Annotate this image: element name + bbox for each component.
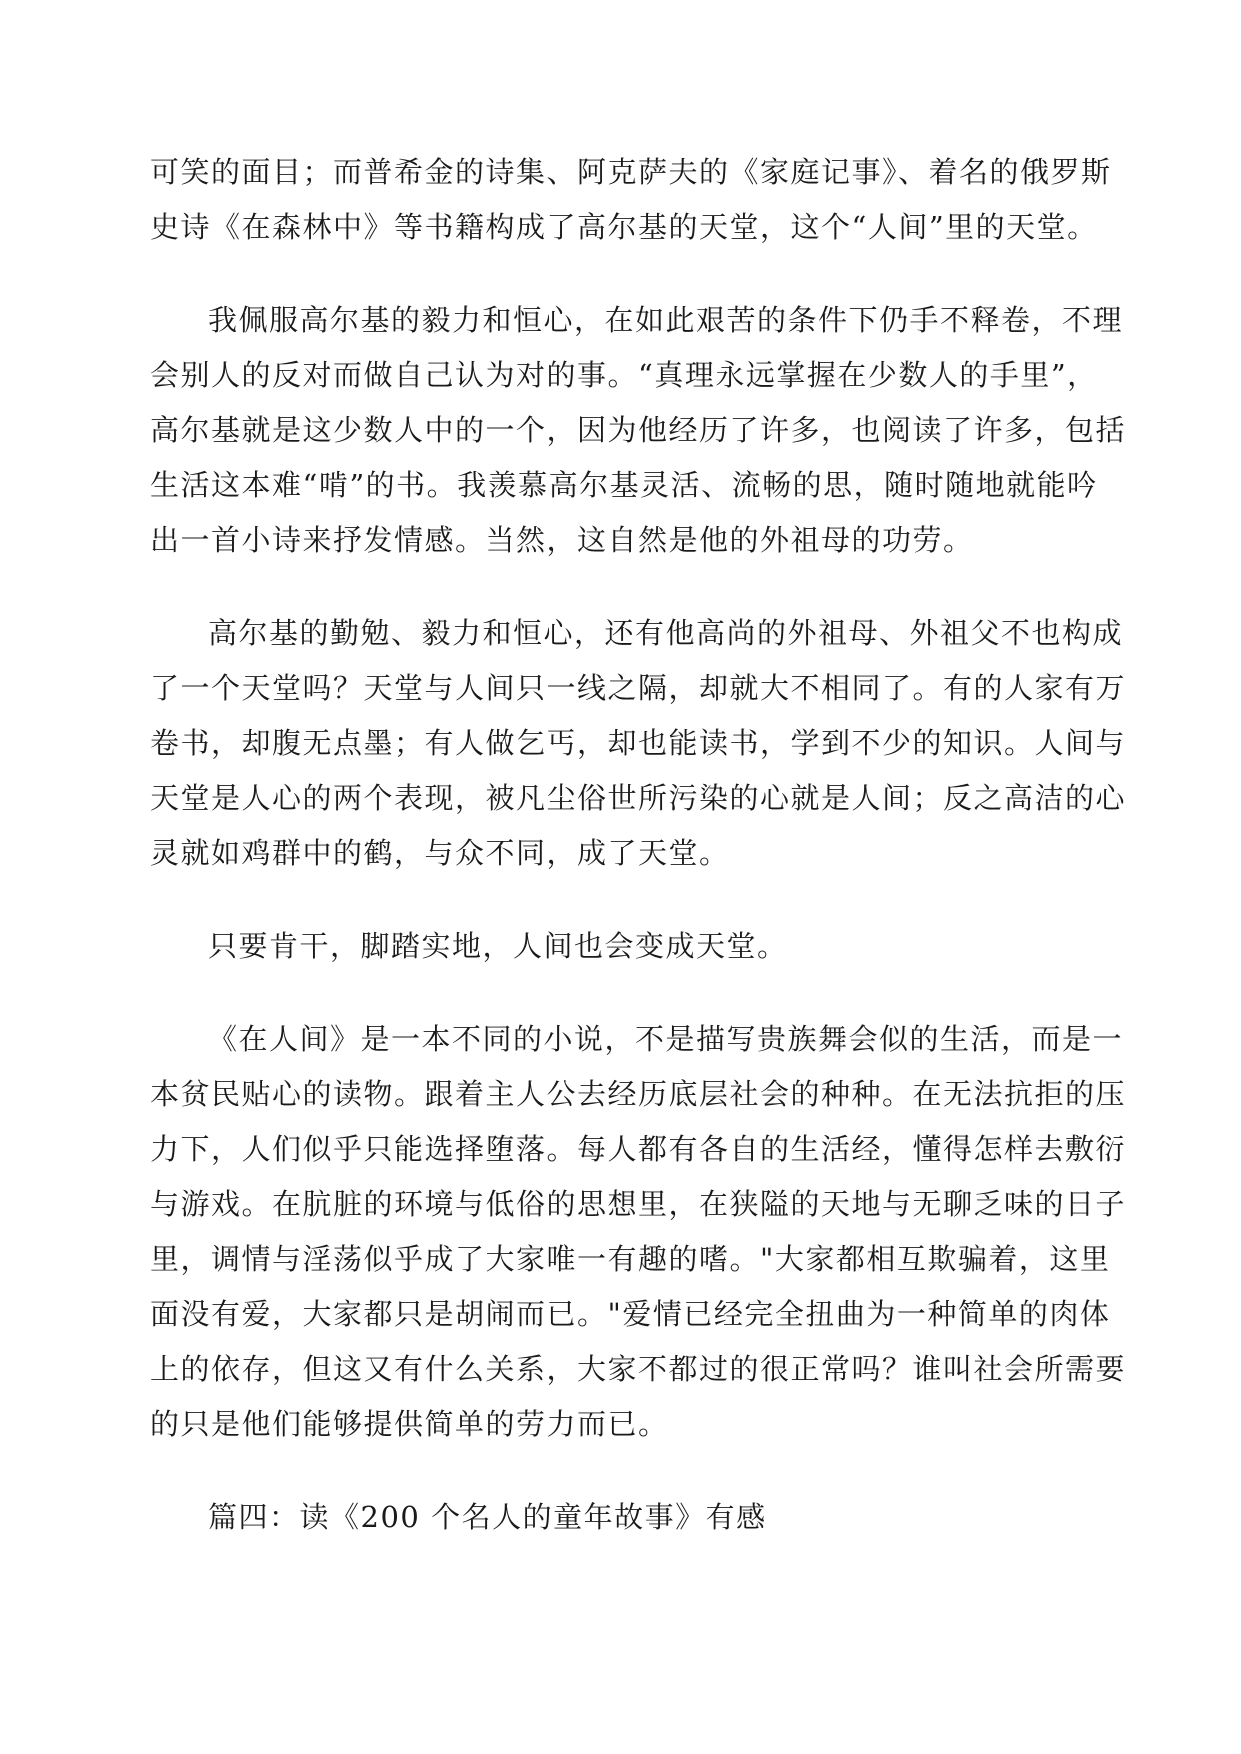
text-line: 上的依存，但这又有什么关系，大家不都过的很正常吗？谁叫社会所需要 [150, 1352, 1127, 1386]
text-line: 只要肯干，脚踏实地，人间也会变成天堂。 [208, 929, 788, 963]
paragraph [150, 293, 1127, 568]
paragraph [150, 606, 1127, 881]
text-line: 了一个天堂吗？天堂与人间只一线之隔，却就大不相同了。有的人家有万 [150, 671, 1127, 705]
text-line: 天堂是人心的两个表现，被凡尘俗世所污染的心就是人间；反之高洁的心 [150, 781, 1127, 815]
text-line: 卷书，却腹无点墨；有人做乞丐，却也能读书，学到不少的知识。人间与 [150, 726, 1127, 760]
paragraph [150, 145, 1112, 255]
text-line: 本贫民贴心的读物。跟着主人公去经历底层社会的种种。在无法抗拒的压 [150, 1077, 1127, 1111]
text-line: 里，调情与淫荡似乎成了大家唯一有趣的嗜。"大家都相互欺骗着，这里 [150, 1242, 1111, 1276]
paragraph [150, 919, 1090, 974]
text-line: 与游戏。在肮脏的环境与低俗的思想里，在狭隘的天地与无聊乏味的日子 [150, 1187, 1127, 1221]
text-line: 面没有爱，大家都只是胡闹而已。"爱情已经完全扭曲为一种简单的肉体 [150, 1297, 1111, 1331]
text-line: 力下，人们似乎只能选择堕落。每人都有各自的生活经，懂得怎样去敷衍 [150, 1132, 1127, 1166]
text-line: 会别人的反对而做自己认为对的事。“真理永远掌握在少数人的手里”， [150, 358, 1098, 392]
section-heading [150, 1490, 1090, 1545]
text-line: 高尔基就是这少数人中的一个，因为他经历了许多，也阅读了许多，包括 [150, 413, 1127, 447]
text-line: 可笑的面目；而普希金的诗集、阿克萨夫的《家庭记事》、着名的俄罗斯 [150, 155, 1112, 189]
text-line: 灵就如鸡群中的鹤，与众不同，成了天堂。 [150, 836, 730, 870]
text-line: 生活这本难“啃”的书。我羡慕高尔基灵活、流畅的思，随时随地就能吟 [150, 468, 1098, 502]
text-line: 高尔基的勤勉、毅力和恒心，还有他高尚的外祖母、外祖父不也构成 [208, 616, 1124, 650]
text-line: 篇四：读《200 个名人的童年故事》有感 [208, 1500, 767, 1534]
text-line: 出一首小诗来抒发情感。当然，这自然是他的外祖母的功劳。 [150, 523, 974, 557]
text-line: 《在人间》是一本不同的小说，不是描写贵族舞会似的生活，而是一 [208, 1022, 1124, 1056]
document-page [150, 145, 1127, 1583]
text-line: 史诗《在森林中》等书籍构成了高尔基的天堂，这个“人间”里的天堂。 [150, 210, 1098, 244]
text-line: 我佩服高尔基的毅力和恒心，在如此艰苦的条件下仍手不释卷，不理 [208, 303, 1124, 337]
paragraph [150, 1012, 1127, 1452]
text-line: 的只是他们能够提供简单的劳力而已。 [150, 1407, 669, 1441]
